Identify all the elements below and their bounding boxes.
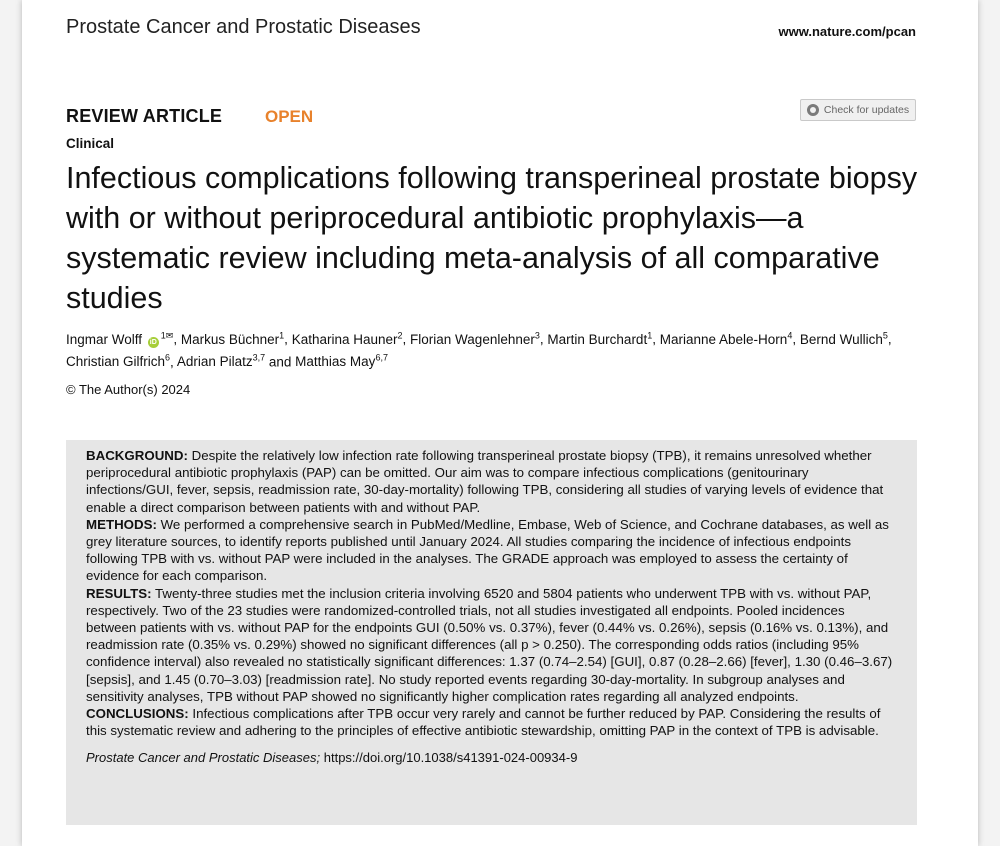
author[interactable]: [410, 332, 540, 347]
article-type: REVIEW ARTICLE: [66, 106, 223, 126]
author-name: Matthias May: [295, 354, 376, 369]
author-name: Adrian Pilatz: [176, 354, 253, 369]
journal-url[interactable]: www.nature.com/pcan: [778, 24, 916, 39]
check-updates-label: Check for updates: [823, 104, 910, 116]
author[interactable]: [66, 332, 173, 347]
abstract-box: [66, 440, 917, 825]
abstract-background: [86, 447, 897, 516]
check-updates-icon: [807, 104, 819, 116]
background-text: Despite the relatively low infection rate following transperineal prostate biopsy (TPB), it remains unresolved whether periprocedural antibiotic prophylaxis (PAP) can be omitted. Our aim was to compare infectious complications (genitourinary infections/GUI, fever, sepsis, readmission rate, 30-day-mortality) following TPB, considering all studies of varying levels of evidence that enable a direct comparison between patients with and without PAP.: [86, 448, 884, 515]
author-name: Katharina Hauner: [291, 331, 398, 347]
results-text: Twenty-three studies met the inclusion criteria involving 6520 and 5804 patients who underwent TPB with vs. without PAP, respectively. Two of the 23 studies were randomized-controlled trials, not all studies investigated all endpoints. Pooled incidences between patients with vs. without PAP for the endpoints GUI (0.50% vs. 0.37%), fever (0.44% vs. 0.26%), sepsis (0.16% vs. 0.13%), and readmission rate (0.35% vs. 0.29%) showed no significant differences (all p > 0.250). The corresponding odds ratios (including 95% confidence interval) also revealed no statistically significant differences: 1.37 (0.74–2.54) [GUI], 0.87 (0.28–2.66) [fever], 1.30 (0.46–3.67) [sepsis], and 1.45 (0.70–3.03) [readmission rate]. No study reported events regarding 30-day-mortality. In subgroup analyses and sensitivity analyses, TPB without PAP showed no significantly higher complication rates regarding all analyzed endpoints.: [86, 585, 893, 704]
author-affiliation: 1✉: [160, 330, 174, 340]
author[interactable]: [292, 332, 403, 347]
author[interactable]: [660, 332, 793, 347]
results-label: RESULTS:: [86, 585, 152, 601]
author-affiliation: 3: [534, 330, 540, 340]
author[interactable]: [295, 354, 388, 369]
conclusions-text: Infectious complications after TPB occur very rarely and cannot be further reduced by PAP. Considering the results of this systematic review and adhering to the principles of effective antibiotic stewardship, omitting PAP in the context of TPB is advisable.: [86, 706, 881, 739]
article-page: [22, 0, 978, 846]
author-name: Florian Wagenlehner: [410, 331, 535, 347]
methods-text: We performed a comprehensive search in PubMed/Medline, Embase, Web of Science, and Cochrane databases, as well as grey literature sources, to identify reports published until January 2024. All studies comparing the incidence of infectious endpoints following TPB with vs. without PAP were included in the analyses. The GRADE approach was employed to assess the certainty of evidence for each comparison.: [86, 516, 889, 584]
author-name: Ingmar Wolff: [66, 331, 143, 347]
author-name: Bernd Wullich: [799, 331, 883, 347]
author-name: Markus Büchner: [180, 331, 280, 347]
orcid-icon[interactable]: iD: [149, 338, 157, 346]
conclusions-label: CONCLUSIONS:: [86, 706, 189, 722]
author[interactable]: [547, 332, 652, 347]
journal-name[interactable]: Prostate Cancer and Prostatic Diseases: [66, 16, 421, 38]
author-affiliation: 1: [647, 330, 653, 340]
author[interactable]: [181, 332, 284, 347]
author-affiliation: 4: [787, 330, 793, 340]
author[interactable]: [177, 354, 265, 369]
subject-label: Clinical: [66, 136, 115, 151]
article-title: Infectious complications following transperineal prostate biopsy with or without periprocedural antibiotic prophylaxis—a systematic review including meta-analysis of all comparative studies: [66, 161, 918, 315]
doi-link[interactable]: https://doi.org/10.1038/s41391-024-00934-9: [323, 750, 578, 766]
author[interactable]: [800, 332, 888, 347]
author-name: Martin Burchardt: [547, 331, 648, 347]
author-list: Ingmar Wolff $iD^{1✉}$, Markus Büchner$^1$, Katharina Hauner$^2$, Florian Wagenlehner$^3$, Martin Burchardt$^1$, Marianne Abele-Horn$^4$, Bernd Wullich$^5$, Christian Gilfrich$^6$, Adrian Pilatz$^{3,7}$ and Matthias May$^{6,7}$: [66, 330, 892, 369]
open-access-badge: OPEN: [265, 107, 314, 126]
abstract-methods: [86, 516, 897, 585]
author-affiliation: 2: [397, 330, 403, 340]
methods-label: METHODS:: [86, 516, 157, 532]
check-for-updates-button[interactable]: [800, 99, 916, 121]
citation-journal: Prostate Cancer and Prostatic Diseases;: [86, 750, 321, 766]
background-label: BACKGROUND:: [86, 448, 188, 463]
author-affiliation: 1: [279, 330, 285, 340]
copyright-notice: © The Author(s) 2024: [66, 382, 191, 397]
author-affiliation: 6,7: [375, 352, 388, 363]
author-name: Christian Gilfrich: [66, 354, 166, 369]
author-name: Marianne Abele-Horn: [659, 331, 788, 347]
author-affiliation: 3,7: [252, 352, 266, 363]
citation-line: [86, 749, 897, 766]
author-affiliation: 6: [165, 352, 171, 363]
abstract-results: [86, 585, 897, 705]
author-affiliation: 5: [882, 330, 888, 340]
author[interactable]: [66, 354, 170, 369]
abstract-conclusions: [86, 705, 897, 739]
